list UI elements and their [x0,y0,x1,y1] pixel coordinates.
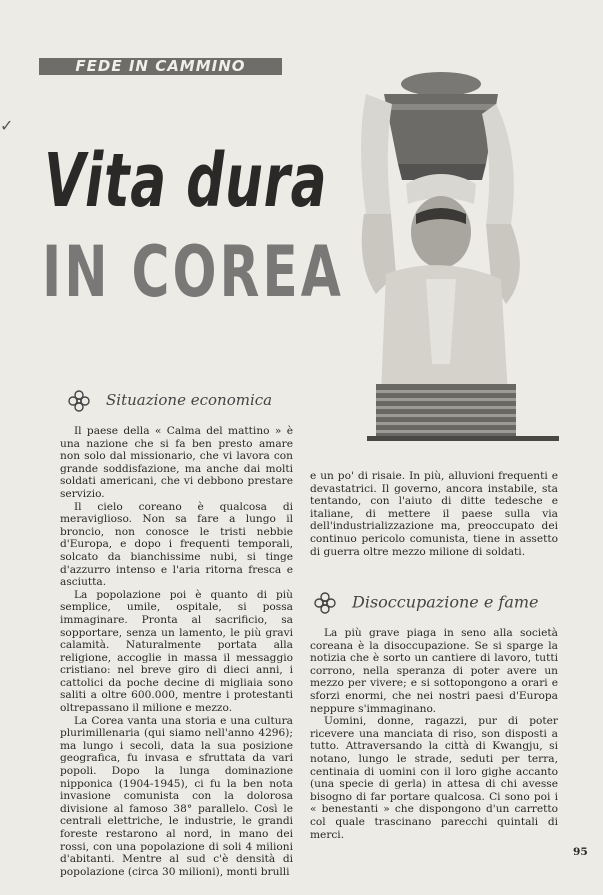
flower-ornament-icon [66,388,92,414]
column-right-top [310,470,558,558]
paragraph: La Corea vanta una storia e una cultura plurimillenaria (qui siamo nell'anno 4296); ma lungo i secoli, data la sua posizione geografica, fu invasa e sfruttata da vari popoli. Dopo la lunga dominazione nipponica (1904-1945), ci fu la ben nota invasione comunista con la dolorosa divisione al famoso 38° parallelo. Così le centrali elettriche, le industrie, le grandi foreste restarono al nord, in mano dei rossi, con una popolazione di soli 4 milioni d'abitanti. Mentre al sud c'è densità di popolazione (circa 30 milioni), monti brulli [60,714,293,878]
paragraph: La più grave piaga in seno alla società coreana è la disoccupazione. Se si sparge la notizia che è sorto un cantiere di lavoro, tutti corrono, nella speranza di poter avere un mezzo per vivere; e si sottopongono a orari e sforzi enormi, che nei nostri paesi d'Europa neppure s'immaginano. [310,627,558,715]
column-right-bottom [310,627,558,841]
page-number: 95 [573,846,588,858]
subheading-disoccupazione [312,590,539,616]
paragraph: Il paese della « Calma del mattino » è una nazione che si fa ben presto amare non solo dal missionario, che vi lavora con grande soddisfazione, ma anche dai molti soldati americani, che vi debbono prestare servizio. [60,425,293,500]
paragraph: e un po' di risaie. In più, alluvioni frequenti e devastatrici. Il governo, ancora instabile, sta tentando, con l'aiuto di ditte tedesche e italiane, di mettere il paese sulla via dell'industrializzazione ma, preoccupato dei continuo pericolo comunista, tiene in assetto di guerra oltre mezzo milione di soldati. [310,470,558,558]
subheading-text: Situazione economica [106,391,273,409]
title-line-1: Vita dura [44,138,328,224]
section-kicker: FEDE IN CAMMINO [39,58,282,75]
photo-korean-woman-carrying-basin [346,64,560,436]
paragraph: Uomini, donne, ragazzi, pur di poter ricevere una manciata di riso, son disposti a tutto. Attraversando la città di Kwangju, si notano, lungo le strade, seduti per terra, centinaia di uomini con il loro gighe accanto (una specie di gerla) in attesa di chi avesse bisogno di far portare qualcosa. Ci sono poi i « benestanti » che dispongono d'un carretto col quale trascinano parecchi quintali di merci. [310,715,558,841]
photo-rule [367,436,559,441]
title-line-2: IN COREA [42,231,344,313]
subheading-text: Disoccupazione e fame [352,592,539,612]
flower-ornament-icon [312,590,338,616]
paragraph: La popolazione poi è quanto di più semplice, umile, ospitale, si possa immaginare. Pronta al sacrificio, sa sopportare, senza un lamento, le più gravi calamità. Naturalmente portata alla religione, accoglie in massa il messaggio cristiano: nel breve giro di dieci anni, i cattolici da poche decine di migliaia sono saliti a oltre 600.000, mentre i protestanti oltrepassano il milione e mezzo. [60,588,293,715]
paragraph: Il cielo coreano è qualcosa di meraviglioso. Non sa fare a lungo il broncio, non conosce le tristi nebbie d'Europa, e dopo i frequenti temporali, solcato da bianchissime nubi, si tinge d'azzurro intenso e l'aria ritorna fresca e asciutta. [60,500,293,589]
subheading-situazione [66,388,272,414]
column-left [60,425,293,878]
margin-mark: ✓ [0,116,14,135]
